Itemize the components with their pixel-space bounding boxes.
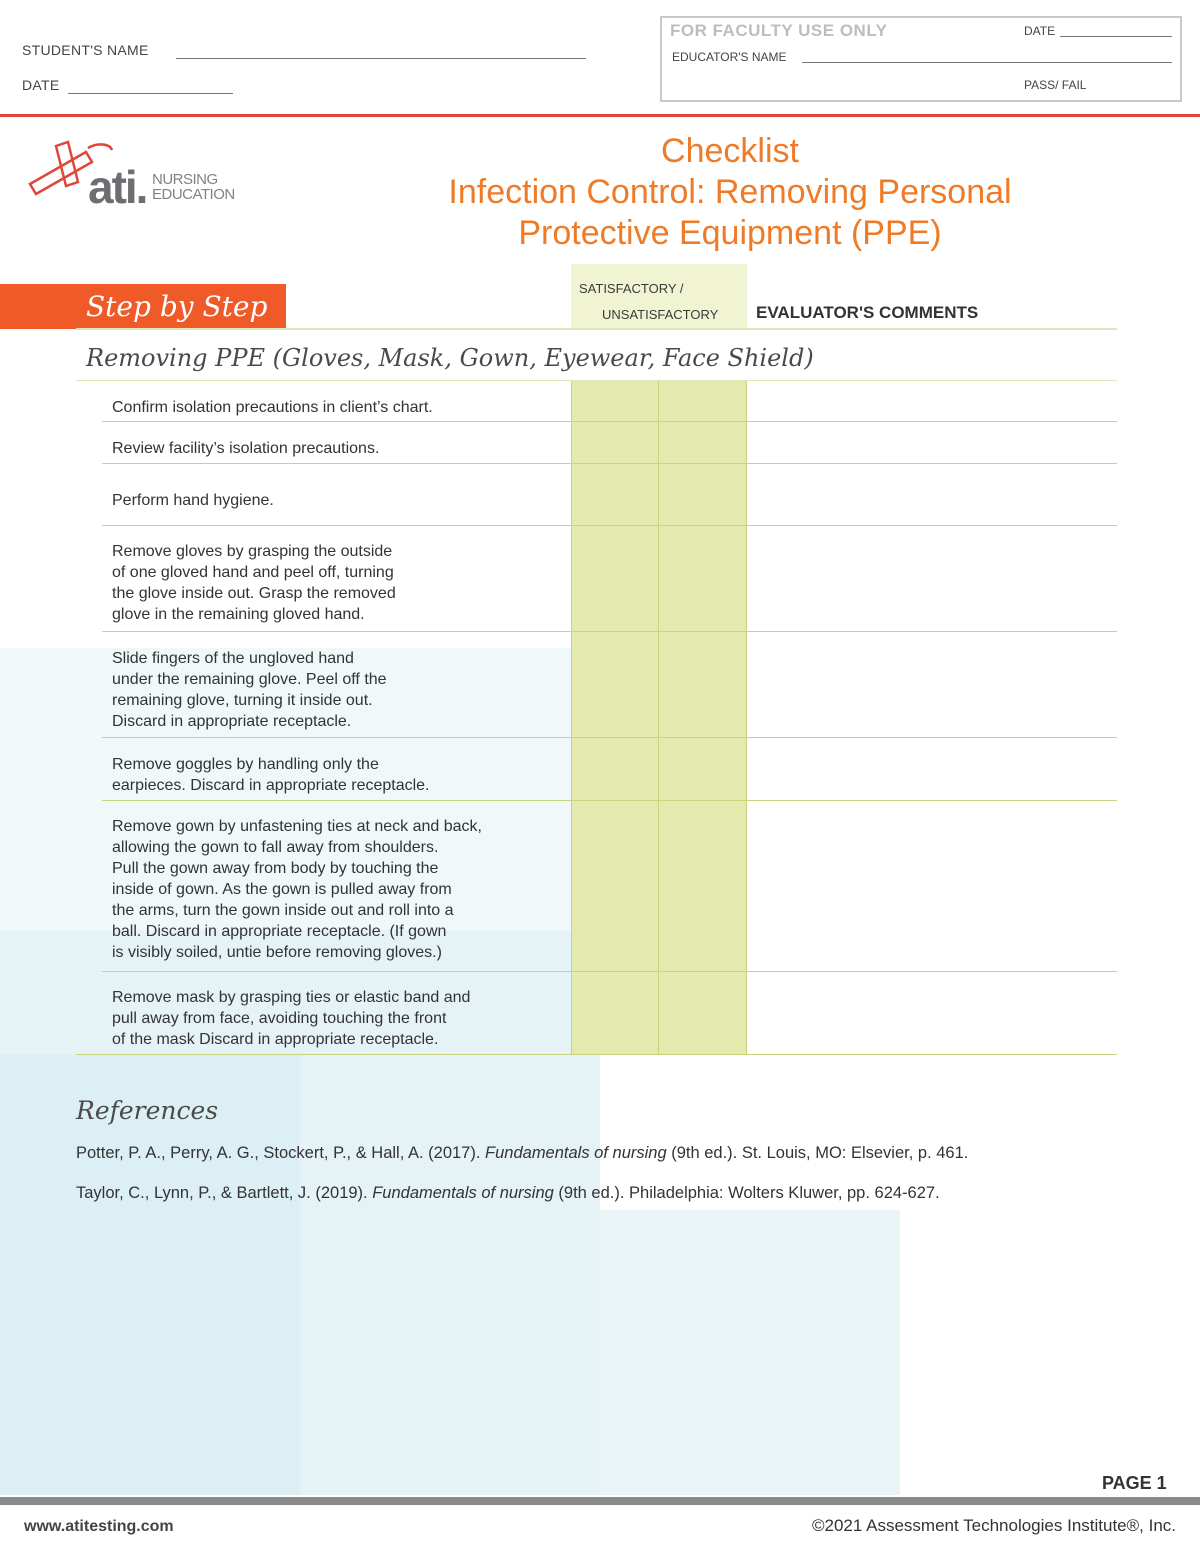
page-subtitle-line1: Infection Control: Removing Personal	[448, 173, 1012, 211]
step-row-text: Perform hand hygiene.	[112, 492, 274, 509]
step-row-text: Review facility’s isolation precautions.	[112, 440, 380, 457]
sat-header-line2: UNSATISFACTORY	[602, 307, 719, 322]
step-by-step-label: Step by Step	[86, 290, 268, 323]
section-divider	[76, 380, 1117, 381]
reference-1-authors: Potter, P. A., Perry, A. G., Stockert, P., & Hall, A. (2017).	[76, 1144, 486, 1162]
faculty-title: FOR FACULTY USE ONLY	[670, 21, 888, 40]
reference-2-publisher: (9th ed.). Philadelphia: Wolters Kluwer, pp. 624-627.	[553, 1184, 940, 1202]
step-row-text: Remove gown by unfastening ties at neck and back, allowing the gown to fall away from shoulders. Pull the gown away from body by touching the inside of gown. As the gown is pulled away from the arms, turn the gown inside out and roll into a ball. Discard in appropriate receptacle. (If gown is visibly soiled, untie before removing gloves.)	[112, 818, 482, 961]
copyright: ©2021 Assessment Technologies Institute®, Inc.	[812, 1516, 1176, 1535]
pass-fail-label: PASS/ FAIL	[1024, 78, 1087, 92]
faculty-box	[660, 16, 1182, 102]
step-row-text: Remove mask by grasping ties or elastic band and pull away from face, avoiding touching the front of the mask Discard in appropriate receptacle.	[112, 989, 471, 1048]
logo-subtitle-line2: EDUCATION	[152, 186, 235, 203]
student-name-label: STUDENT'S NAME	[22, 42, 149, 58]
faculty-date-label: DATE	[1024, 24, 1056, 38]
row-divider	[102, 971, 1117, 972]
header-rule	[0, 114, 1200, 117]
logo-subtitle-line1: NURSING	[152, 171, 218, 188]
step-row-text: Remove gloves by grasping the outside of one gloved hand and peel off, turning the glove inside out. Grasp the removed glove in the remaining gloved hand.	[112, 543, 396, 623]
student-name-field[interactable]	[176, 58, 586, 59]
step-row-text: Remove goggles by handling only the earpieces. Discard in appropriate receptacle.	[112, 756, 430, 794]
evaluator-comments-header: EVALUATOR'S COMMENTS	[756, 303, 979, 322]
reference-2	[76, 1184, 940, 1203]
logo-mark: ati.	[88, 161, 147, 213]
column-divider-right	[746, 381, 747, 1055]
row-divider	[102, 800, 1117, 801]
row-divider	[102, 737, 1117, 738]
header-divider	[76, 328, 1117, 330]
reference-2-authors: Taylor, C., Lynn, P., & Bartlett, J. (2019).	[76, 1184, 373, 1202]
column-divider-left	[571, 381, 572, 1055]
step-row-text: Confirm isolation precautions in client’s chart.	[112, 399, 433, 416]
page-title: Checklist	[661, 132, 799, 170]
website-link[interactable]: www.atitesting.com	[24, 1518, 174, 1535]
row-divider	[102, 525, 1117, 526]
table-bottom-rule	[76, 1054, 1117, 1055]
reference-1	[76, 1144, 968, 1163]
educator-name-field[interactable]	[802, 62, 1172, 63]
row-divider	[102, 463, 1117, 464]
date-label: DATE	[22, 77, 60, 93]
footer-rule	[0, 1497, 1200, 1505]
reference-1-publisher: (9th ed.). St. Louis, MO: Elsevier, p. 461.	[666, 1144, 969, 1162]
educator-name-label: EDUCATOR'S NAME	[672, 50, 787, 64]
references-heading: References	[76, 1096, 219, 1125]
page-number: PAGE 1	[1102, 1473, 1167, 1493]
sat-header-line1: SATISFACTORY /	[579, 281, 684, 296]
reference-2-book-title: Fundamentals of nursing	[372, 1184, 554, 1202]
row-divider	[102, 421, 1117, 422]
step-by-step-bar	[0, 284, 286, 329]
date-field[interactable]	[68, 93, 233, 94]
section-heading: Removing PPE (Gloves, Mask, Gown, Eyewear, Face Shield)	[86, 344, 814, 372]
unsatisfactory-column[interactable]	[659, 381, 747, 1055]
satisfactory-column[interactable]	[571, 381, 659, 1055]
faculty-date-field[interactable]	[1060, 36, 1172, 37]
column-divider-mid	[658, 381, 659, 1055]
reference-1-book-title: Fundamentals of nursing	[485, 1144, 667, 1162]
bg-block-4	[600, 1210, 900, 1495]
logo-subtitle	[152, 172, 235, 202]
row-divider	[102, 631, 1117, 632]
page-subtitle-line2: Protective Equipment (PPE)	[518, 214, 942, 252]
step-row-text: Slide fingers of the ungloved hand under the remaining glove. Peel off the remaining glove, turning it inside out. Discard in appropriate receptacle.	[112, 650, 387, 730]
